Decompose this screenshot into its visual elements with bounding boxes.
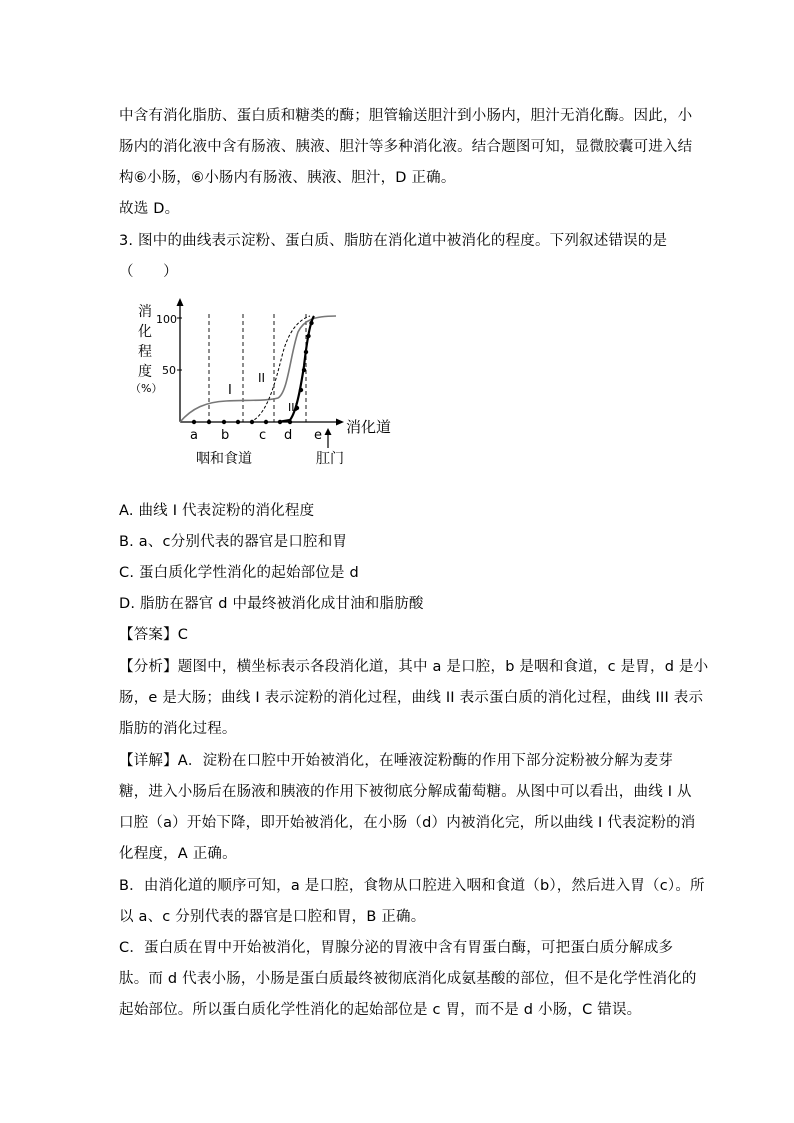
detail-line: 化程度，A 正确。 (119, 846, 237, 862)
ylabel-char: 消 (138, 304, 152, 320)
detail-line: 肽。而 d 代表小肠，小肠是蛋白质最终被彻底消化成氨基酸的部位，但不是化学性消化的 (119, 971, 697, 987)
paragraph-line: 中含有消化脂肪、蛋白质和糖类的酶；胆管输送胆汁到小肠内，胆汁无消化酶。因此，小 (119, 108, 693, 124)
paragraph-line: 构⑥小肠，⑥小肠内有肠液、胰液、胆汁，D 正确。 (119, 170, 456, 186)
axis-dot (222, 420, 226, 424)
curve-fat-dot (299, 388, 303, 392)
analysis-line: 肠，e 是大肠；曲线 I 表示淀粉的消化过程，曲线 II 表示蛋白质的消化过程，曲线 III 表示 (119, 690, 704, 706)
ylabel-char: 度 (138, 364, 152, 380)
x-letter: b (221, 428, 230, 443)
y-tick-label: 50 (162, 364, 176, 377)
curve-protein (250, 316, 310, 422)
axis-dot (288, 420, 292, 424)
x-letter: a (190, 428, 198, 443)
analysis-line: 【分析】题图中，横坐标表示各段消化道，其中 a 是口腔，b 是咽和食道，c 是胃，d 是小 (119, 659, 709, 675)
question-stem: 3. 图中的曲线表示淀粉、蛋白质、脂肪在消化道中被消化的程度。下列叙述错误的是 (119, 233, 668, 249)
x-letter: d (284, 428, 293, 443)
answer: 【答案】C (119, 627, 189, 643)
digestion-curve-chart (130, 296, 400, 476)
curve-fat-dot (309, 321, 313, 325)
ylabel-char: 程 (138, 344, 152, 360)
detail-line: 口腔（a）开始下降，即开始被消化，在小肠（d）内被消化完，所以曲线 I 代表淀粉的消 (119, 815, 696, 831)
x-axis-label: 消化道 (346, 418, 392, 436)
x-letter: e (314, 428, 322, 443)
curve-fat-dot (302, 368, 306, 372)
analysis-line: 脂肪的消化过程。 (119, 721, 237, 737)
detail-line: 糖，进入小肠后在肠液和胰液的作用下被彻底分解成葡萄糖。从图中可以看出，曲线 I 从 (119, 784, 692, 800)
curve-label-starch: I (228, 383, 232, 398)
detail-line: 【详解】A．淀粉在口腔中开始被消化，在唾液淀粉酶的作用下部分淀粉被分解为麦芽 (119, 753, 674, 769)
detail-line: C．蛋白质在胃中开始被消化，胃腺分泌的胃液中含有胃蛋白酶，可把蛋白质分解成多 (119, 940, 674, 956)
axis-dot (236, 420, 240, 424)
curve-label-protein: II (258, 371, 266, 385)
y-axis-arrow (177, 298, 184, 306)
ylabel-unit: （%） (130, 382, 163, 395)
axis-dot (207, 420, 211, 424)
x-axis-arrow (336, 419, 344, 426)
option-c: C. 蛋白质化学性消化的起始部位是 d (119, 565, 359, 581)
question-stem-bracket: （ ） (119, 264, 178, 280)
detail-line: B．由消化道的顺序可知，a 是口腔，食物从口腔进入咽和食道（b），然后进入胃（c）。所 (119, 878, 705, 894)
option-d: D. 脂肪在器官 d 中最终被消化成甘油和脂肪酸 (119, 596, 424, 612)
curve-fat-dot (304, 350, 308, 354)
label-anus: 肛门 (316, 451, 344, 467)
paragraph-line: 肠内的消化液中含有肠液、胰液、胆汁等多种消化液。结合题图可知，显微胶囊可进入结 (119, 139, 693, 155)
option-b: B. a、c分别代表的器官是口腔和胃 (119, 534, 348, 550)
paragraph-line: 故选 D。 (119, 201, 180, 217)
curve-label-fat: III (288, 401, 298, 414)
axis-dot (278, 420, 282, 424)
detail-line: 起始部位。所以蛋白质化学性消化的起始部位是 c 胃，而不是 d 小肠，C 错误。 (119, 1002, 642, 1018)
axis-dot (250, 420, 254, 424)
x-letter: c (259, 428, 267, 443)
curve-starch (180, 316, 336, 422)
curve-fat-dot (306, 334, 310, 338)
detail-line: 以 a、c 分别代表的器官是口腔和胃，B 正确。 (119, 909, 426, 925)
y-tick-label: 100 (156, 313, 177, 326)
option-a: A. 曲线 I 代表淀粉的消化程度 (119, 503, 315, 519)
ylabel-char: 化 (138, 324, 152, 340)
anus-arrow-head (325, 428, 332, 435)
label-pharynx-esophagus: 咽和食道 (196, 451, 252, 467)
axis-dot (192, 420, 196, 424)
axis-dot (264, 420, 268, 424)
digestion-figure (130, 296, 400, 476)
